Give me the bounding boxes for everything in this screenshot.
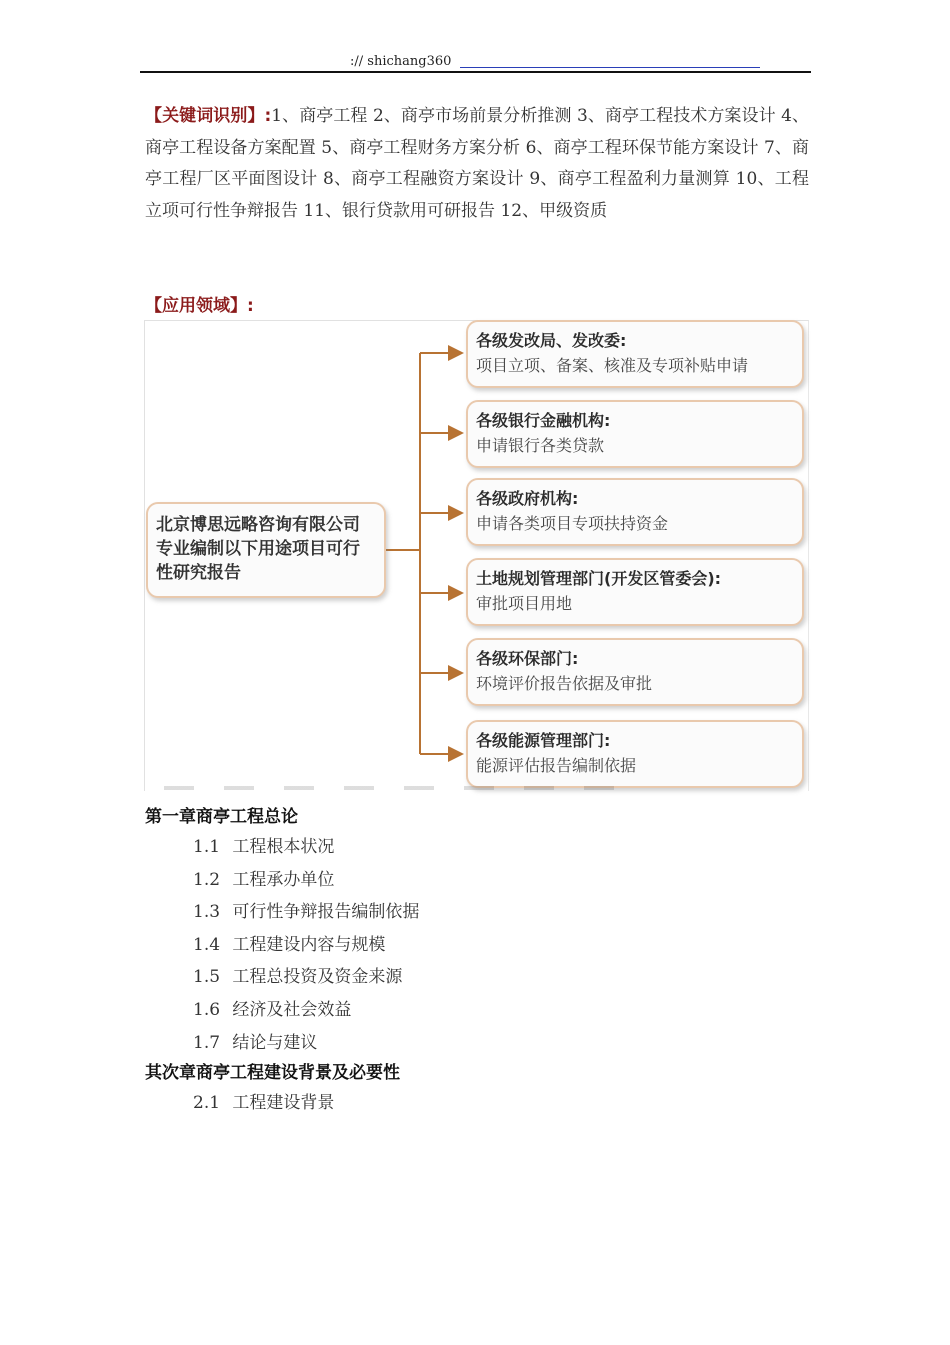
section-number: 1.4 [193, 934, 221, 955]
section-label: 工程总投资及资金来源 [232, 967, 403, 988]
target-box-environment [466, 638, 804, 706]
section-number: 1.6 [193, 999, 221, 1020]
application-diagram [144, 320, 808, 791]
section-label: 工程承办单位 [232, 869, 335, 890]
section-number: 1.2 [193, 869, 221, 890]
target-title: 各级环保部门: [476, 649, 579, 668]
section-number: 1.1 [193, 837, 221, 857]
toc-section [193, 896, 805, 929]
chapter-title: 其次章商亭工程建设背景及必要性 [145, 1063, 400, 1084]
section-label: 可行性争辩报告编制依据 [232, 902, 420, 923]
target-desc: 项目立项、备案、核准及专项补贴申请 [476, 356, 749, 375]
source-box: 北京博思远略咨询有限公司专业编制以下用途项目可行性研究报告 [146, 502, 386, 598]
target-title: 各级政府机构: [476, 489, 579, 508]
chapter-title: 第一章商亭工程总论 [145, 807, 298, 827]
section-number: 1.5 [193, 967, 221, 988]
target-title: 各级银行金融机构: [476, 411, 611, 430]
toc-section [193, 1027, 805, 1060]
target-title: 各级发改局、发改委: [476, 331, 627, 350]
target-title: 各级能源管理部门: [476, 731, 611, 750]
section-label: 工程根本状况 [232, 837, 335, 857]
section-number: 2.1 [193, 1093, 221, 1114]
header-link-underline [460, 67, 760, 68]
toc-section [193, 1087, 805, 1120]
target-desc: 申请银行各类贷款 [476, 436, 605, 455]
toc-section [193, 994, 805, 1027]
section-number: 1.3 [193, 902, 221, 923]
keywords-text: 1、商亭工程 2、商亭市场前景分析推测 3、商亭工程技术方案设计 4、商亭工程设备方案配置 5、商亭工程财务方案分析 6、商亭工程环保节能方案设计 7、商亭工程厂区平面图设计 8、商亭工程融资方案设计 9、商亭工程盈利力量测算 10、工程立项可行性争辩报告 11、银行贷款用可研报告 12、甲级资质 [145, 106, 809, 221]
target-desc: 环境评价报告依据及审批 [476, 674, 653, 693]
scan-artifact [164, 786, 644, 790]
target-desc: 申请各类项目专项扶持资金 [476, 514, 669, 533]
target-desc: 审批项目用地 [476, 594, 573, 613]
table-of-contents [145, 803, 805, 1120]
application-label: 【应用领域】: [145, 296, 254, 316]
target-box-land-planning [466, 558, 804, 626]
target-box-energy [466, 720, 804, 788]
section-label: 工程建设背景 [232, 1093, 335, 1114]
section-label: 经济及社会效益 [232, 999, 352, 1020]
section-label: 工程建设内容与规模 [232, 934, 386, 955]
section-label: 结论与建议 [232, 1032, 318, 1053]
toc-section [193, 831, 805, 864]
target-title: 土地规划管理部门(开发区管委会): [476, 569, 722, 588]
keywords-label: 【关键词识别】: [145, 106, 272, 126]
toc-section [193, 961, 805, 994]
target-box-ndrc [466, 320, 804, 388]
toc-section [193, 929, 805, 962]
target-box-government [466, 478, 804, 546]
header-url[interactable]: :// shichang360 [350, 54, 452, 69]
header-rule [140, 71, 811, 73]
target-box-banks [466, 400, 804, 468]
keywords-paragraph [145, 101, 809, 227]
page-header [140, 52, 811, 74]
section-number: 1.7 [193, 1032, 221, 1053]
toc-section [193, 864, 805, 897]
target-desc: 能源评估报告编制依据 [476, 756, 637, 775]
